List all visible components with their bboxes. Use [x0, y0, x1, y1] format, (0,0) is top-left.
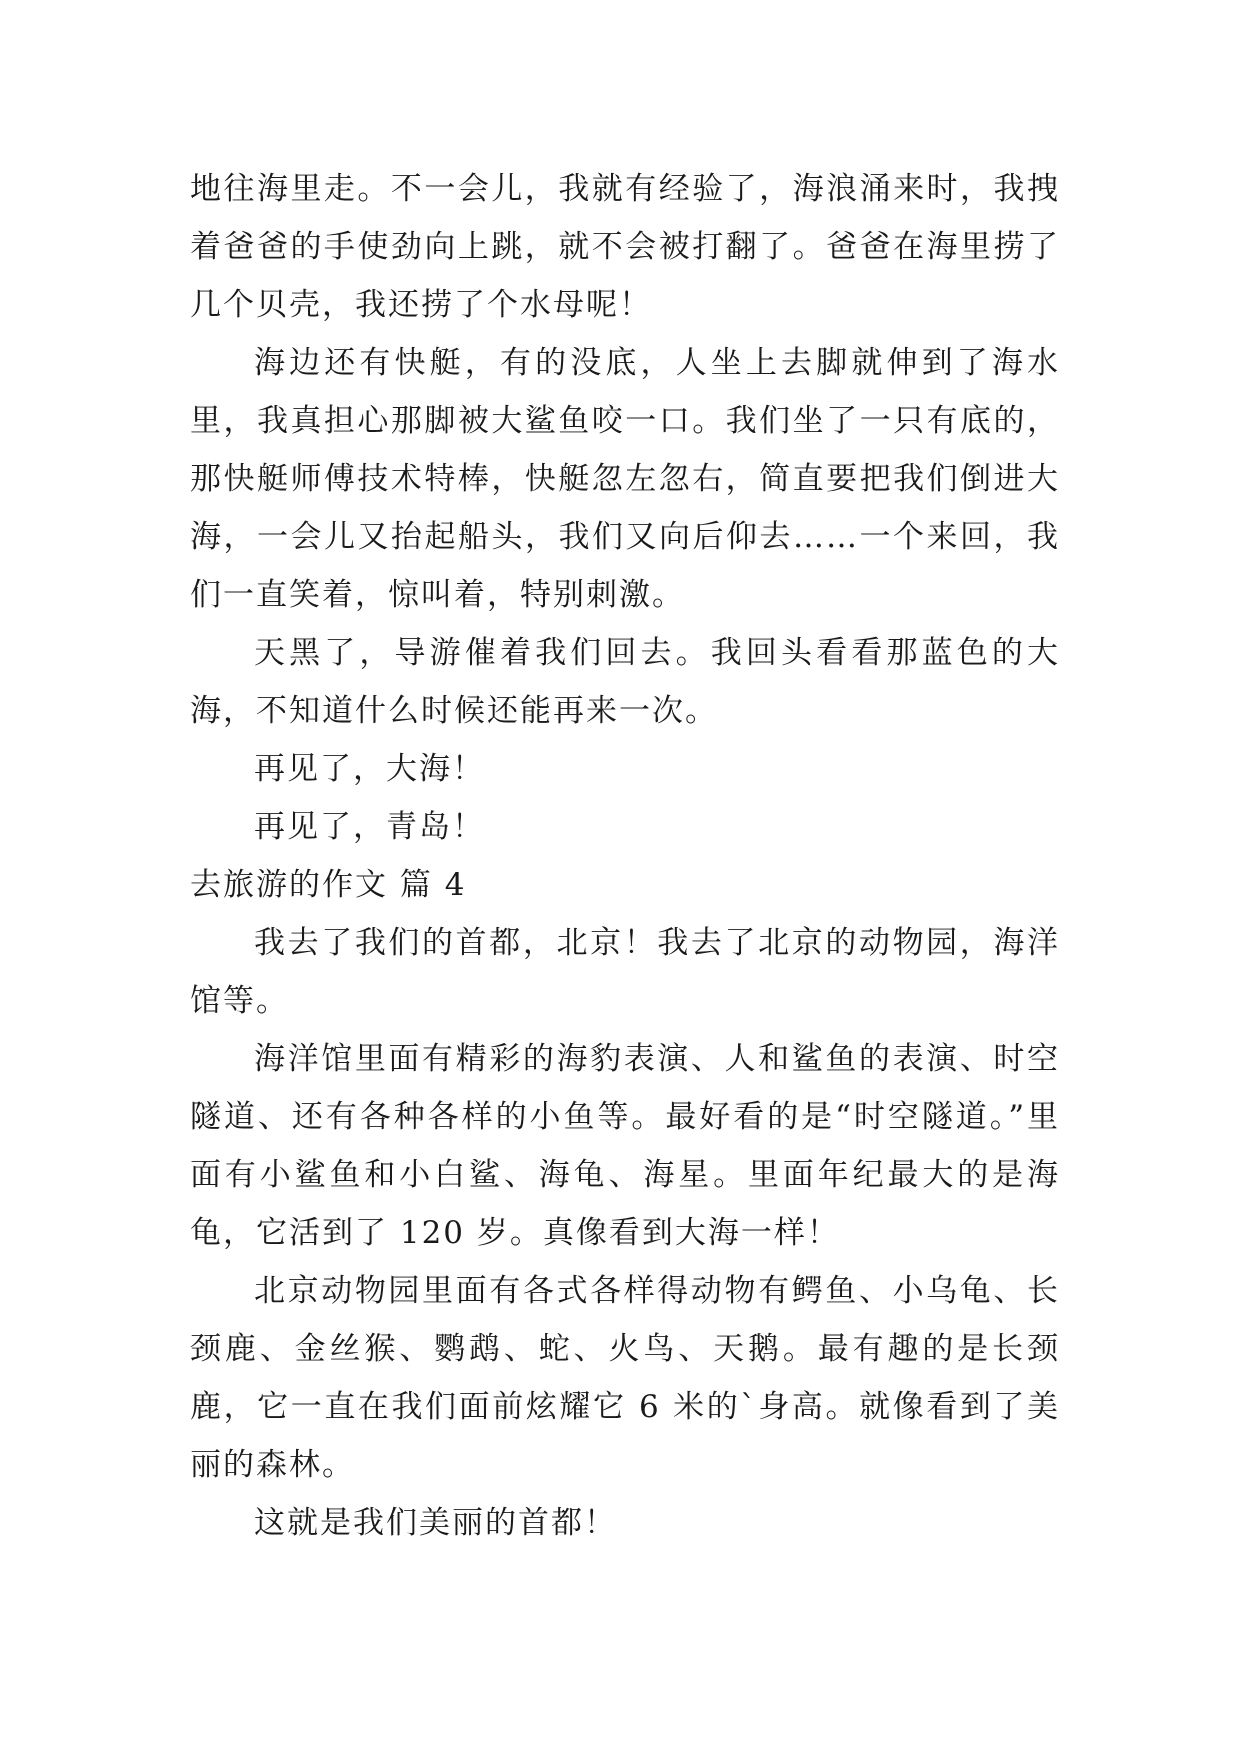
document-body: [190, 160, 1060, 1552]
section-title: 去旅游的作文 篇 4: [190, 867, 467, 903]
paragraph-goodbye-sea: 再见了，大海！: [254, 751, 485, 787]
paragraph-aquarium: 海洋馆里面有精彩的海豹表演、人和鲨鱼的表演、时空隧道、还有各种各样的小鱼等。最好看的是“时空隧道。”里面有小鲨鱼和小白鲨、海龟、海星。里面年纪最大的是海龟，它活到了 120 岁。真像看到大海一样！: [190, 1041, 1060, 1251]
paragraph-goodbye-qingdao: 再见了，青岛！: [254, 809, 485, 845]
paragraph-speedboat: 海边还有快艇，有的没底，人坐上去脚就伸到了海水里，我真担心那脚被大鲨鱼咬一口。我们坐了一只有底的，那快艇师傅技术特棒，快艇忽左忽右，简直要把我们倒进大海，一会儿又抬起船头，我们又向后仰去……一个来回，我们一直笑着，惊叫着，特别刺激。: [190, 345, 1060, 613]
paragraph-beijing-intro: 我去了我们的首都，北京！我去了北京的动物园，海洋馆等。: [190, 925, 1060, 1019]
paragraph-conclusion: 这就是我们美丽的首都！: [254, 1505, 617, 1541]
paragraph-zoo: 北京动物园里面有各式各样得动物有鳄鱼、小乌龟、长颈鹿、金丝猴、鹦鹉、蛇、火鸟、天鹅。最有趣的是长颈鹿，它一直在我们面前炫耀它 6 米的`身高。就像看到了美丽的森林。: [190, 1273, 1060, 1483]
paragraph-nightfall: 天黑了，导游催着我们回去。我回头看看那蓝色的大海，不知道什么时候还能再来一次。: [190, 635, 1060, 729]
paragraph-continued: 地往海里走。不一会儿，我就有经验了，海浪涌来时，我拽着爸爸的手使劲向上跳，就不会被打翻了。爸爸在海里捞了几个贝壳，我还捞了个水母呢！: [190, 171, 1060, 323]
